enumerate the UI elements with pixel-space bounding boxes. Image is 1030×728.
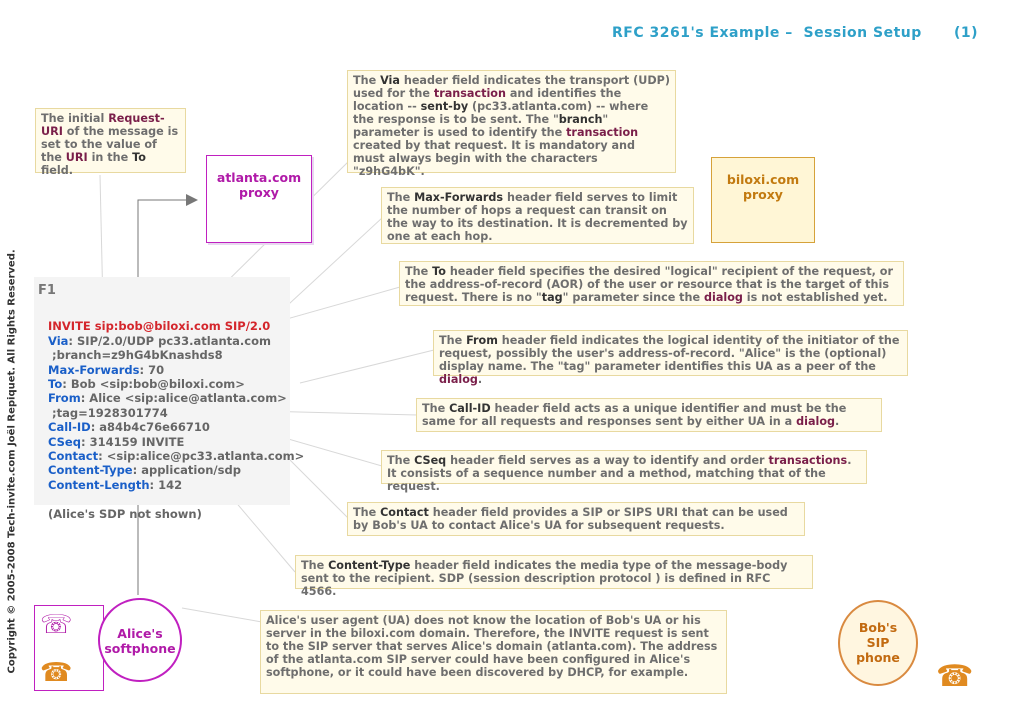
- header-value: : 142: [149, 477, 183, 492]
- hangup-icon: ☎: [40, 658, 73, 688]
- request-line: INVITE sip:bob@biloxi.com SIP/2.0: [48, 319, 271, 334]
- sip-message: [48, 305, 304, 521]
- header-value: ;tag=1928301774: [48, 405, 168, 420]
- message-header-line: [48, 377, 245, 391]
- note-content-type: The Content-Type header field indicates the media type of the message-body sent to the recipient. SDP (session description protocol ) is defined in RFC 4566.: [295, 555, 813, 589]
- header-value: : SIP/2.0/UDP pc33.atlanta.com: [68, 333, 271, 348]
- message-header-line: [48, 478, 182, 492]
- message-header-line: [48, 435, 184, 449]
- atlanta-proxy-node: atlanta.com proxy: [206, 155, 312, 243]
- note-call-id: The Call-ID header field acts as a unique identifier and must be the same for all requests and responses sent by either UA in a dialog.: [416, 398, 882, 432]
- header-value: : 314159 INVITE: [80, 434, 185, 449]
- note-alice-user-agent: Alice's user agent (UA) does not know the location of Bob's UA or his server in the biloxi.com domain. Therefore, the INVITE request is sent to the SIP server that serves Alice's domain (atlanta.com). The address of the atlanta.com SIP server could have been configured in Alice's softphone, or it could have been discovered by DHCP, for example.: [260, 610, 727, 694]
- header-value: : a84b4c76e66710: [90, 420, 210, 435]
- header-name: CSeq: [48, 434, 81, 449]
- header-name: Call-ID: [48, 420, 91, 435]
- message-header-line: [48, 463, 241, 477]
- header-name: Contact: [48, 449, 99, 464]
- page-title: RFC 3261's Example – Session Setup (1): [612, 25, 979, 41]
- note-to: The To header field specifies the desired "logical" recipient of the request, or the address-of-record (AOR) of the user or resource that is the target of this request. There is no "tag" parameter since the dialog is not established yet.: [399, 261, 904, 306]
- header-name: Max-Forwards: [48, 362, 140, 377]
- header-name: To: [48, 377, 63, 392]
- header-value: : <sip:alice@pc33.atlanta.com>: [98, 449, 305, 464]
- header-value: : application/sdp: [132, 463, 241, 478]
- copyright-text: Copyright © 2005-2008 Tech-invite.com Joël Repiquet. All Rights Reserved.: [6, 249, 18, 674]
- phone-handset-icon: ☏: [40, 610, 73, 640]
- alice-softphone-node: Alice's softphone: [98, 598, 182, 682]
- message-header-line: [48, 363, 164, 377]
- message-header-line: [48, 334, 271, 348]
- header-value: : Bob <sip:bob@biloxi.com>: [62, 377, 245, 392]
- header-name: Via: [48, 333, 69, 348]
- header-value: : 70: [139, 362, 165, 377]
- message-header-line: [48, 406, 168, 420]
- header-name: Content-Length: [48, 477, 150, 492]
- message-header-line: [48, 348, 223, 362]
- header-value: (Alice's SDP not shown): [48, 506, 202, 521]
- message-header-line: [48, 391, 287, 405]
- message-header-line: [48, 420, 210, 434]
- biloxi-proxy-node: biloxi.com proxy: [711, 157, 815, 243]
- note-contact: The Contact header field provides a SIP or SIPS URI that can be used by Bob's UA to contact Alice's UA for subsequent requests.: [347, 502, 805, 536]
- header-name: From: [48, 391, 81, 406]
- message-label: F1: [38, 283, 56, 298]
- header-name: Content-Type: [48, 463, 133, 478]
- note-cseq: The CSeq header field serves as a way to identify and order transactions. It consists of a sequence number and a method, matching that of the request.: [381, 450, 867, 484]
- note-via: The Via header field indicates the transport (UDP) used for the transaction and identifies the location -- sent-by (pc33.atlanta.com) -- where the response is to be sent. The "branch" parameter is used to identify the transaction created by that request. It is mandatory and must always begin with the characters "z9hG4bK".: [347, 70, 676, 173]
- bob-sip-phone-node: Bob's SIP phone: [838, 600, 918, 686]
- message-header-line: [48, 507, 202, 521]
- header-value: : Alice <sip:alice@atlanta.com>: [80, 391, 287, 406]
- note-max-forwards: The Max-Forwards header field serves to limit the number of hops a request can transit on the way to its destination. It is decremented by one at each hop.: [381, 187, 694, 244]
- message-header-line: [48, 449, 304, 463]
- bob-phone-icon: ☎: [936, 659, 974, 694]
- note-from: The From header field indicates the logical identity of the initiator of the request, possibly the user's address-of-record. "Alice" is the (optional) display name. The "tag" parameter identifies this UA as a peer of the dialog.: [433, 330, 908, 376]
- note-request-uri: The initial Request-URI of the message is set to the value of the URI in the To field.: [35, 108, 186, 173]
- header-value: ;branch=z9hG4bKnashds8: [48, 348, 223, 363]
